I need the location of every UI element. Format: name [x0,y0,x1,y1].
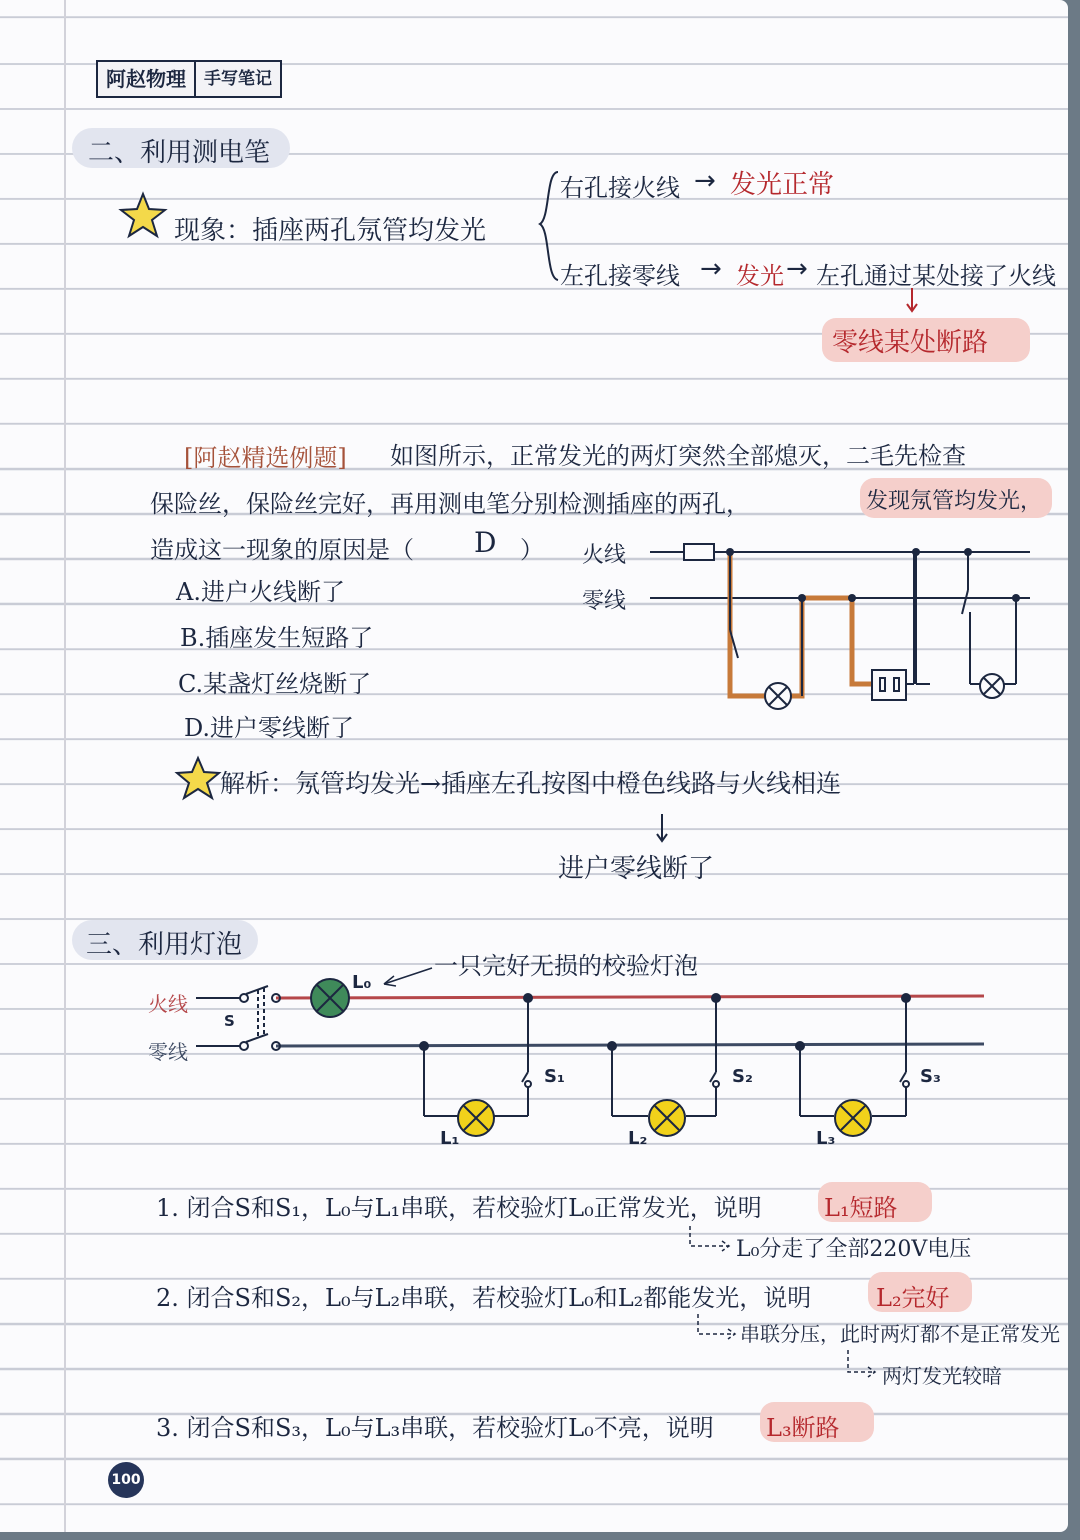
branch2-result: 发光 [736,262,784,290]
live-wire-label: 火线 [148,992,188,1016]
switch-label-3: S₃ [920,1066,941,1087]
example-line2-highlighted: 发现氖管均发光， [866,489,1043,514]
dashed-arrow-icon [688,1226,734,1254]
lamp-test-circuit-diagram [0,960,1068,1160]
margin-line [64,0,66,1532]
star-icon [120,192,166,238]
lamp-label-3: L₃ [816,1128,836,1149]
analysis-text: 解析：氖管均发光→插座左孔按图中橙色线路与火线相连 [220,769,841,798]
item1-note: L₀分走了全部220V电压 [736,1237,972,1262]
section3-heading: 三、利用灯泡 [86,930,243,960]
example-line1: 如图所示，正常发光的两灯突然全部熄灭，二毛先检查 [390,442,966,470]
lamp-label-1: L₁ [440,1128,460,1149]
main-switch-label: S [224,1012,235,1030]
option-d: D.进户零线断了 [184,714,355,742]
lamp-icon [765,683,791,709]
example-line3-end: ） [520,536,544,564]
item2-note2: 两灯发光较暗 [882,1364,1002,1388]
item3-text: 3. 闭合S和S₃，L₀与L₃串联，若校验灯L₀不亮，说明 [156,1414,714,1442]
item2-text: 2. 闭合S和S₂，L₀与L₂串联，若校验灯L₀和L₂都能发光，说明 [156,1284,812,1312]
main-switch-icon [240,986,280,1050]
lamp-label-2: L₂ [628,1128,648,1149]
live-wire [276,996,984,998]
neutral-wire [276,1044,984,1046]
branch1-result: 发光正常 [730,170,835,200]
l0-label: L₀ [352,972,372,993]
page-number: 100 [108,1462,144,1498]
example-neutral-label: 零线 [582,589,627,614]
switch-label-2: S₂ [732,1066,753,1087]
lamp-icon [458,1100,494,1136]
item2-note1: 串联分压，此时两灯都不是正常发光 [740,1322,1060,1346]
example-line3: 造成这一现象的原因是（ [150,536,414,564]
l0-lamp-icon [311,979,349,1017]
l0-note: 一只完好无损的校验灯泡 [434,952,698,980]
down-arrow-icon [654,814,670,844]
brand-box [96,60,282,98]
switch-label-1: S₁ [544,1066,565,1087]
item1-text: 1. 闭合S和S₁，L₀与L₁串联，若校验灯L₀正常发光，说明 [156,1194,762,1222]
brand-subtitle: 手写笔记 [204,69,272,89]
example-tag: [阿赵精选例题] [184,444,347,472]
lamp-icon [980,674,1004,698]
dashed-arrow-icon [846,1350,880,1380]
example-answer: D [474,526,497,559]
lamp-icon [649,1100,685,1136]
option-b: B.插座发生短路了 [180,624,374,652]
example-line2: 保险丝，保险丝完好，再用测电笔分别检测插座的两孔， [150,490,750,518]
lamp-icon [835,1100,871,1136]
down-arrow-icon [904,288,920,314]
item2-result: L₂完好 [876,1284,950,1312]
analysis-result: 进户零线断了 [558,854,715,884]
socket-icon [872,670,906,700]
conclusion-text: 零线某处断路 [832,328,989,358]
arrow-icon: → [786,254,808,284]
orange-path-1 [730,552,766,696]
option-c: C.某盏灯丝烧断了 [178,670,372,698]
branch1-condition: 右孔接火线 [560,174,680,202]
star-icon [176,756,220,800]
example-circuit-diagram [640,530,1040,730]
branch2-reason: 左孔通过某处接了火线 [816,262,1056,290]
brand-name: 阿赵物理 [98,62,196,96]
neutral-wire-label: 零线 [148,1040,188,1064]
option-a: A.进户火线断了 [176,578,345,606]
branch2-condition: 左孔接零线 [560,262,680,290]
item1-result: L₁短路 [824,1194,898,1222]
fuse-icon [684,544,714,560]
example-live-label: 火线 [582,543,627,568]
section2-heading: 二、利用测电笔 [88,138,271,168]
dashed-arrow-icon [696,1314,740,1342]
item3-result: L₃断路 [766,1414,840,1442]
arrow-icon: → [700,254,722,284]
arrow-icon: → [694,166,716,196]
phenomenon-text: 现象：插座两孔氖管均发光 [174,216,487,246]
